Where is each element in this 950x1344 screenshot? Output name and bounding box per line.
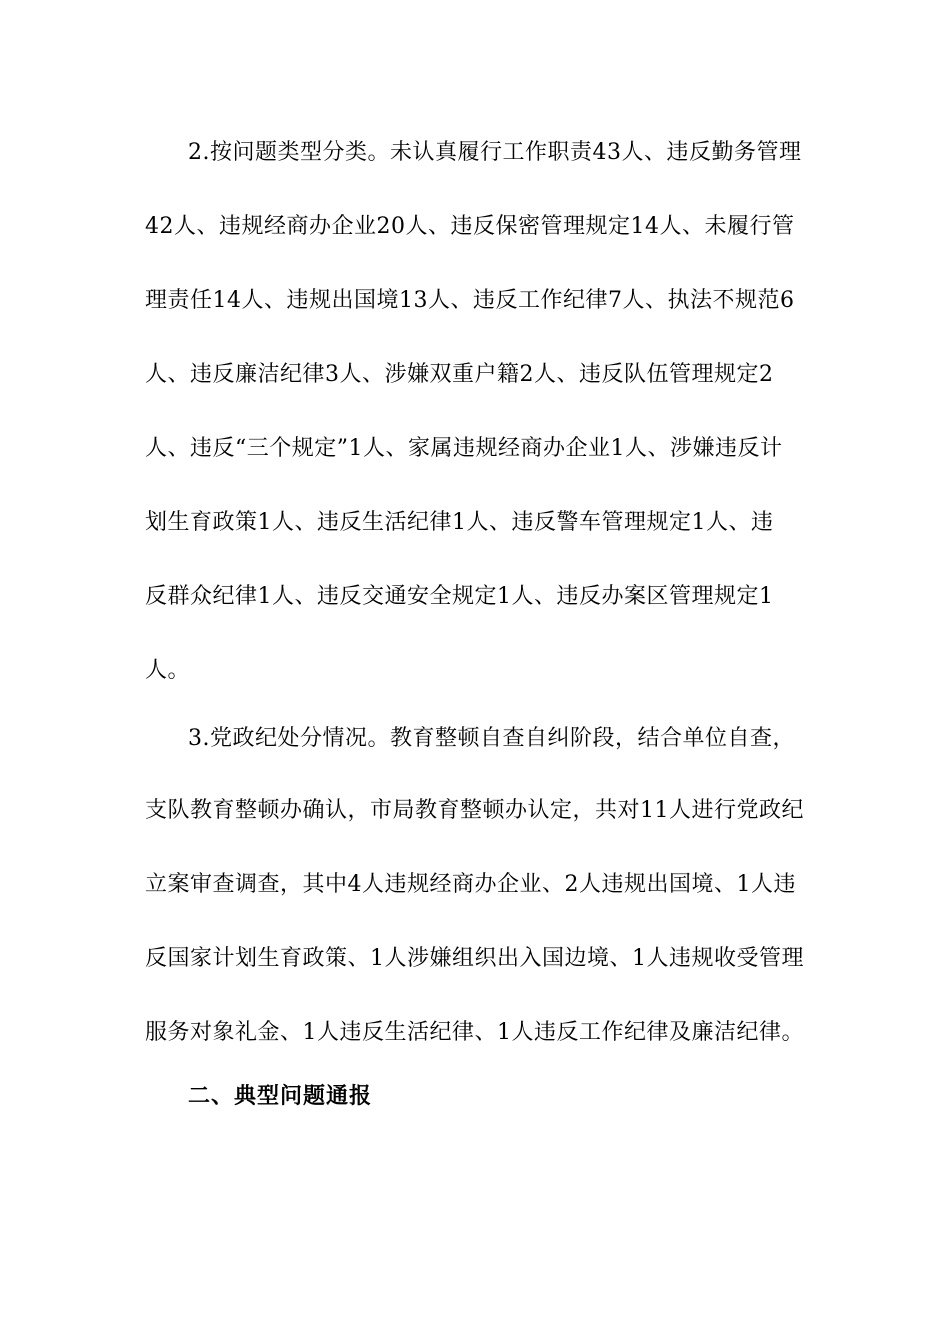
paragraph-3-line-3: 立案审查调查，其中4人违规经商办企业、2人违规出国境、1人违 — [145, 872, 796, 897]
paragraph-3-line-4: 反国家计划生育政策、1人涉嫌组织出入国边境、1人违规收受管理 — [145, 946, 804, 971]
paragraph-3-line-1: 3.党政纪处分情况。教育整顿自查自纠阶段，结合单位自查， — [188, 726, 795, 751]
paragraph-2-line-1: 2.按问题类型分类。未认真履行工作职责43人、违反勤务管理 — [188, 140, 802, 165]
paragraph-2-line-3: 理责任14人、违规出国境13人、违反工作纪律7人、执法不规范6 — [145, 288, 795, 313]
paragraph-2-line-7: 反群众纪律1人、违反交通安全规定1人、违反办案区管理规定1 — [145, 584, 774, 609]
paragraph-2-line-8: 人。 — [145, 658, 191, 683]
paragraph-3-line-2: 支队教育整顿办确认，市局教育整顿办认定，共对11人进行党政纪 — [145, 798, 804, 823]
paragraph-2-line-4: 人、违反廉洁纪律3人、涉嫌双重户籍2人、违反队伍管理规定2 — [145, 362, 774, 387]
paragraph-2-line-2: 42人、违规经商办企业20人、违反保密管理规定14人、未履行管 — [145, 214, 795, 239]
section-heading: 二、典型问题通报 — [188, 1084, 373, 1109]
paragraph-2-line-6: 划生育政策1人、违反生活纪律1人、违反警车管理规定1人、违 — [145, 510, 774, 535]
paragraph-3-line-5: 服务对象礼金、1人违反生活纪律、1人违反工作纪律及廉洁纪律。 — [145, 1020, 804, 1045]
paragraph-2-line-5: 人、违反“三个规定”1人、家属违规经商办企业1人、涉嫌违反计 — [145, 436, 783, 461]
